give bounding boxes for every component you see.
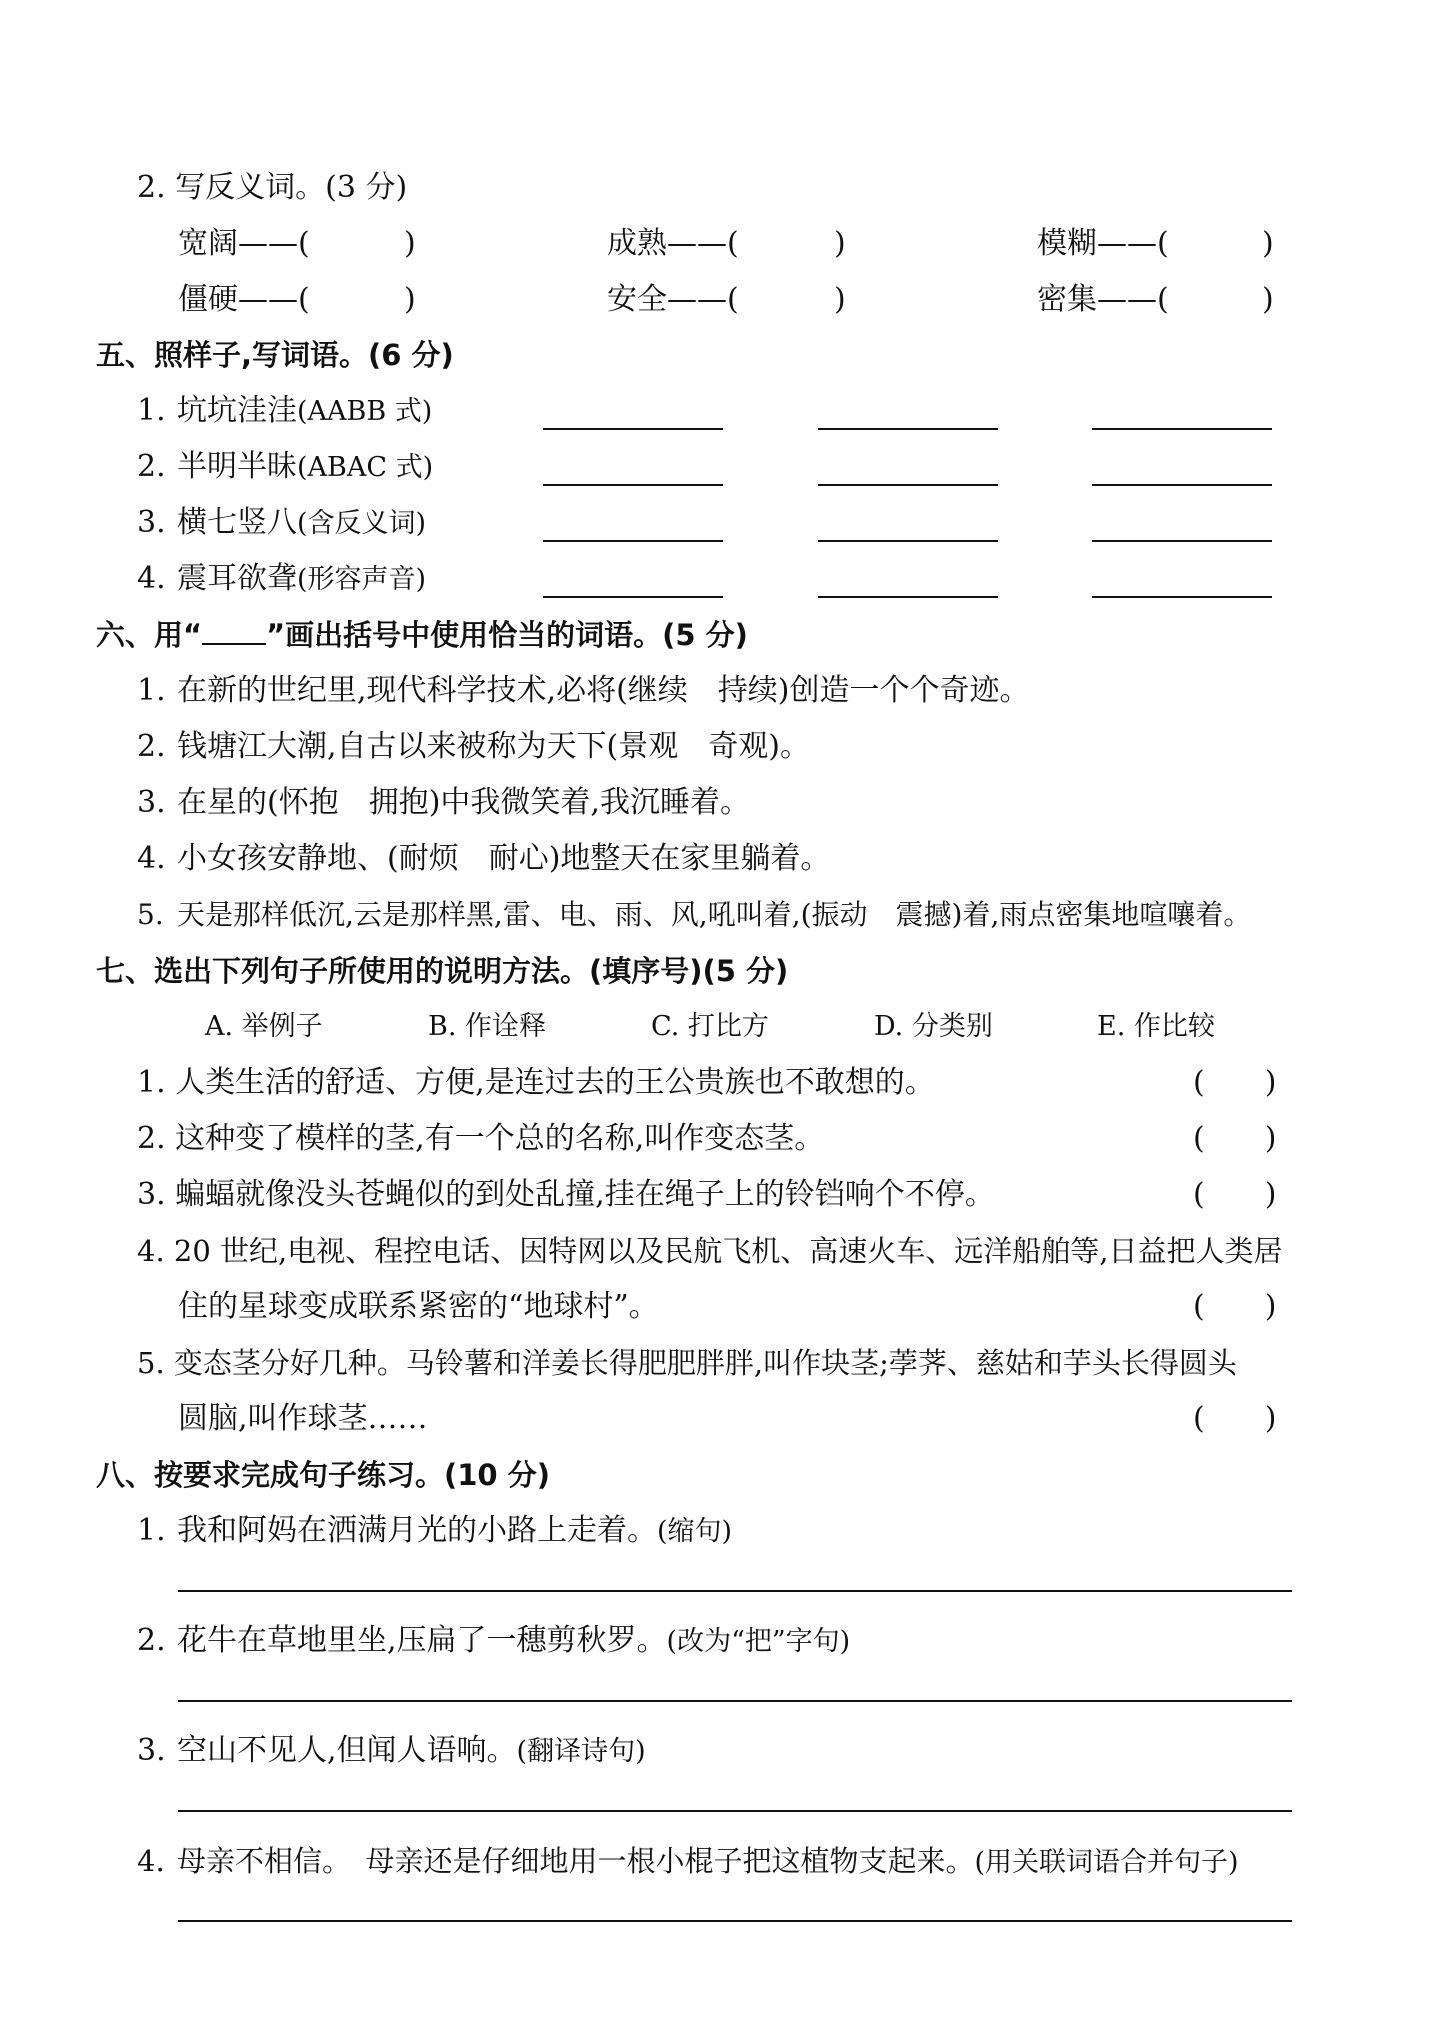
option-c: C. 打比方 — [651, 1011, 769, 1042]
antonym-close-paren: ) — [834, 226, 846, 261]
example-word: 坑坑洼洼 — [177, 393, 297, 428]
antonym-close-paren: ) — [834, 282, 846, 317]
section-7-title: 七、选出下列句子所使用的说明方法。(填序号)(5 分) — [96, 954, 789, 988]
sentence-exercise — [137, 1621, 850, 1662]
antonym-close-paren: ) — [1262, 282, 1274, 317]
example-word: 半明半昧 — [177, 449, 297, 484]
section-6-title — [96, 615, 748, 655]
method-sentence: 5. 变态茎分好几种。马铃薯和洋姜长得肥肥胖胖,叫作块茎;荸荠、慈姑和芋头长得圆头 — [137, 1346, 1237, 1380]
word-pattern-item — [137, 447, 433, 488]
option-a: A. 举例子 — [205, 1011, 323, 1042]
exercise-text: 空山不见人,但闻人语响。 — [177, 1733, 517, 1768]
item-text[interactable]: 在星的(怀抱 拥抱)中我微笑着,我沉睡着。 — [177, 785, 750, 820]
item-number: 1. — [137, 393, 166, 428]
item-text[interactable]: 钱塘江大潮,自古以来被称为天下(景观 奇观)。 — [177, 729, 810, 764]
antonym-item: 宽阔——( — [178, 226, 310, 261]
item-text[interactable]: 小女孩安静地、(耐烦 耐心)地整天在家里躺着。 — [177, 841, 831, 876]
answer-paren[interactable]: ( ) — [1193, 1177, 1277, 1212]
word-pattern-item — [137, 503, 426, 544]
antonym-item: 成熟——( — [607, 226, 739, 261]
answer-paren[interactable]: ( ) — [1193, 1401, 1277, 1436]
underline-sample — [202, 617, 266, 645]
option-e: E. 作比较 — [1097, 1011, 1215, 1042]
item-text[interactable]: 天是那样低沉,云是那样黑,雷、电、雨、风,吼叫着,(振动 震撼)着,雨点密集地喧嚷着。 — [177, 898, 1252, 931]
antonym-item: 安全——( — [607, 282, 739, 317]
method-sentence: 1. 人类生活的舒适、方便,是连过去的王公贵族也不敢想的。 — [137, 1065, 935, 1100]
method-sentence: 4. 20 世纪,电视、程控电话、因特网以及民航飞机、高速火车、远洋船舶等,日益把人类居 — [137, 1234, 1283, 1268]
item-number: 3. — [137, 1733, 166, 1768]
answer-blank[interactable] — [543, 484, 723, 486]
sentence-exercise — [137, 1731, 646, 1772]
item-number: 2. — [137, 1623, 166, 1658]
method-sentence: 2. 这种变了模样的茎,有一个总的名称,叫作变态茎。 — [137, 1121, 825, 1156]
answer-paren[interactable]: ( ) — [1193, 1065, 1277, 1100]
item-number: 3. — [137, 785, 166, 820]
answer-blank[interactable] — [818, 428, 998, 430]
method-sentence-cont: 住的星球变成联系紧密的“地球村”。 — [178, 1289, 659, 1324]
item-number: 3. — [137, 505, 166, 540]
word-choice-item — [137, 727, 810, 767]
option-b: B. 作诠释 — [428, 1011, 547, 1042]
antonym-close-paren: ) — [404, 226, 416, 261]
answer-blank[interactable] — [1092, 428, 1272, 430]
pattern-note: (ABAC 式) — [297, 452, 434, 483]
answer-line[interactable] — [178, 1810, 1292, 1812]
antonym-question-title: 2. 写反义词。(3 分) — [137, 170, 408, 205]
answer-blank[interactable] — [1092, 484, 1272, 486]
sentence-exercise — [137, 1511, 732, 1552]
example-word: 横七竖八 — [177, 505, 297, 540]
answer-blank[interactable] — [818, 596, 998, 598]
antonym-item: 僵硬——( — [178, 282, 310, 317]
item-number: 4. — [137, 561, 166, 596]
item-text[interactable]: 在新的世纪里,现代科学技术,必将(继续 持续)创造一个个奇迹。 — [177, 673, 1030, 708]
item-number: 1. — [137, 673, 166, 708]
method-sentence-cont: 圆脑,叫作球茎…… — [178, 1401, 428, 1436]
word-choice-item — [137, 839, 830, 879]
answer-blank[interactable] — [1092, 540, 1272, 542]
word-choice-item — [137, 783, 750, 823]
exercise-text: 母亲不相信。 母亲还是仔细地用一根小棍子把这植物支起来。 — [177, 1844, 975, 1878]
exercise-instruction: (改为“把”字句) — [666, 1626, 851, 1657]
answer-paren[interactable]: ( ) — [1193, 1121, 1277, 1156]
item-number: 4. — [137, 1844, 165, 1878]
antonym-item: 密集——( — [1037, 282, 1169, 317]
section-6-title-part: 六、用“ — [96, 618, 203, 652]
word-choice-item — [137, 671, 1029, 711]
exercise-instruction: (用关联词语合并句子) — [974, 1847, 1239, 1878]
answer-paren[interactable]: ( ) — [1193, 1289, 1277, 1324]
pattern-note: (AABB 式) — [297, 396, 433, 427]
exercise-text: 我和阿妈在洒满月光的小路上走着。 — [177, 1513, 657, 1548]
exercise-text: 花牛在草地里坐,压扁了一穗剪秋罗。 — [177, 1623, 667, 1658]
answer-blank[interactable] — [543, 428, 723, 430]
word-pattern-item — [137, 559, 426, 600]
antonym-item: 模糊——( — [1037, 226, 1169, 261]
item-number: 2. — [137, 449, 166, 484]
answer-line[interactable] — [178, 1700, 1292, 1702]
sentence-exercise — [137, 1841, 1239, 1883]
pattern-note: (含反义词) — [297, 508, 427, 539]
section-8-title: 八、按要求完成句子练习。(10 分) — [96, 1458, 550, 1492]
option-d: D. 分类别 — [874, 1011, 993, 1042]
answer-line[interactable] — [178, 1920, 1292, 1922]
answer-line[interactable] — [178, 1590, 1292, 1592]
method-sentence: 3. 蝙蝠就像没头苍蝇似的到处乱撞,挂在绳子上的铃铛响个不停。 — [137, 1177, 995, 1212]
pattern-note: (形容声音) — [297, 564, 427, 595]
answer-blank[interactable] — [543, 540, 723, 542]
word-pattern-item — [137, 391, 432, 432]
item-number: 2. — [137, 729, 166, 764]
word-choice-item — [137, 895, 1251, 935]
section-5-title: 五、照样子,写词语。(6 分) — [96, 338, 454, 372]
section-6-title-part: ”画出括号中使用恰当的词语。(5 分) — [266, 618, 748, 652]
exercise-instruction: (翻译诗句) — [516, 1736, 646, 1767]
example-word: 震耳欲聋 — [177, 561, 297, 596]
answer-blank[interactable] — [818, 540, 998, 542]
answer-blank[interactable] — [543, 596, 723, 598]
antonym-close-paren: ) — [404, 282, 416, 317]
item-number: 5. — [137, 898, 164, 931]
item-number: 1. — [137, 1513, 166, 1548]
antonym-close-paren: ) — [1262, 226, 1274, 261]
item-number: 4. — [137, 841, 166, 876]
exercise-instruction: (缩句) — [657, 1516, 733, 1547]
answer-blank[interactable] — [1092, 596, 1272, 598]
answer-blank[interactable] — [818, 484, 998, 486]
